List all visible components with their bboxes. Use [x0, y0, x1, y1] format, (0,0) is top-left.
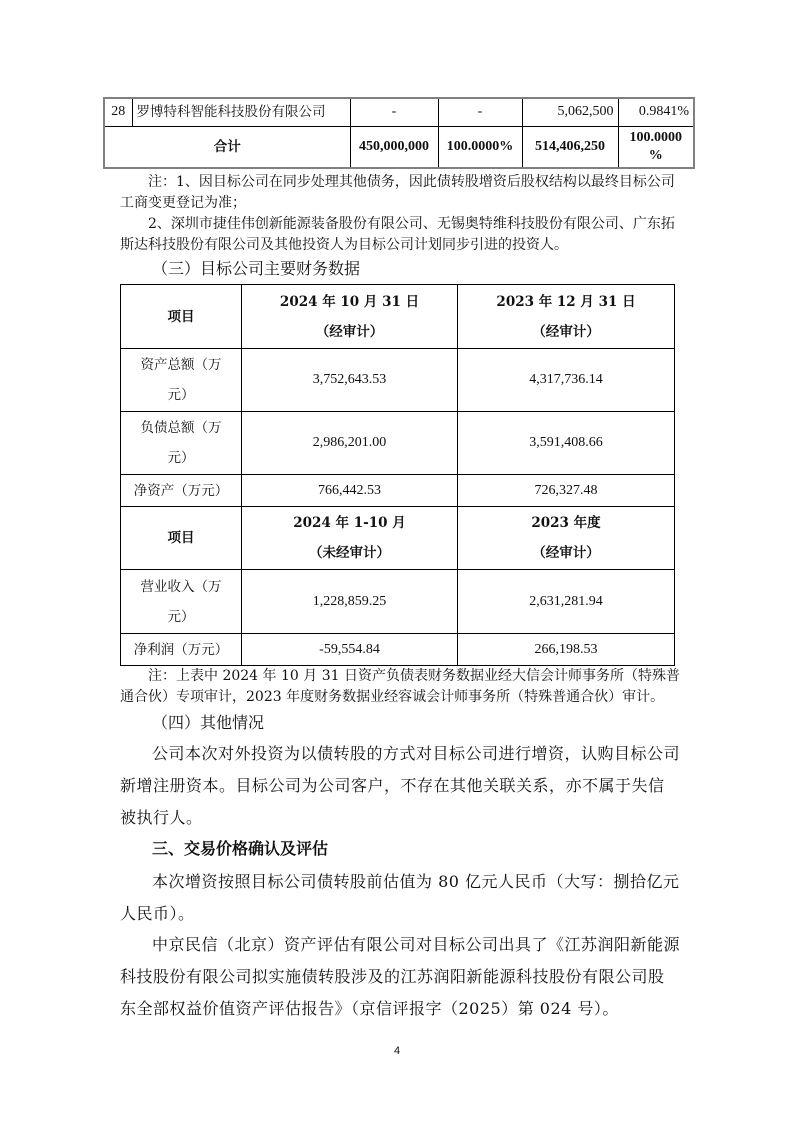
cell-value: - [350, 98, 438, 126]
header-date: 2023 年 12 月 31 日 [496, 293, 636, 310]
cell-value: 766,442.53 [242, 475, 458, 507]
header-period: 2023 年度 [531, 515, 601, 531]
header-item: 项目 [121, 285, 242, 349]
page-number: 4 [393, 1045, 401, 1057]
table-row [121, 634, 675, 666]
section-heading-4: （四）其他情况 [152, 713, 265, 732]
cell-value: 266,198.53 [458, 634, 675, 666]
header-audit: （未经审计） [309, 545, 390, 561]
cell-line: % [648, 147, 663, 163]
cell-value: -59,554.84 [242, 634, 458, 666]
table-row [121, 412, 675, 475]
appraisal-paragraph: 中京民信（北京）资产评估有限公司对目标公司出具了《江苏润阳新能源科技股份有限公司拟实施债转股涉及的江苏润阳新能源科技股份有限公司股东全部权益价值资产评估报告》（京信评报字（2025）第 024 号）。 [120, 935, 681, 1018]
cell-value: 1,228,859.25 [242, 570, 458, 634]
cell-line: 100.0000 [629, 129, 682, 145]
section-4-body: 公司本次对外投资为以债转股的方式对目标公司进行增资，认购目标公司新增注册资本。目标公司为公司客户，不存在其他关联关系，亦不属于失信被执行人。 [120, 744, 681, 827]
section-heading-3: （三）目标公司主要财务数据 [152, 259, 361, 278]
cell-value: 450,000,000 [350, 126, 438, 168]
valuation-paragraph: 本次增资按照目标公司债转股前估值为 80 亿元人民币（大写：捌拾亿元人民币）。 [120, 872, 680, 923]
section-three-heading: 三、交易价格确认及评估 [152, 839, 329, 858]
header-item: 项目 [121, 507, 242, 570]
label-line: 营业收入（万 [140, 578, 222, 595]
row-number: 28 [104, 98, 132, 126]
header-row [121, 507, 675, 570]
label-line: 元） [167, 608, 195, 625]
table-row [121, 349, 675, 412]
cell-value: 514,406,250 [522, 126, 618, 168]
header-row [121, 285, 675, 349]
label-line: 元） [167, 450, 195, 466]
row-label: 净利润（万元） [121, 634, 242, 666]
table-row [121, 570, 675, 634]
cell-value: - [438, 98, 522, 126]
cell-value: 3,591,408.66 [458, 412, 675, 475]
table-note: 注：上表中 2024 年 10 月 31 日资产负债表财务数据业经大信会计师事务所（特殊普通合伙）专项审计，2023 年度财务数据业经容诚会计师事务所（特殊普通合伙）审计。 [120, 668, 680, 705]
cell-value: 4,317,736.14 [458, 349, 675, 412]
cell-value: 726,327.48 [458, 475, 675, 507]
total-label: 合计 [104, 126, 350, 168]
table-row [104, 98, 694, 126]
company-name: 罗博特科智能科技股份有限公司 [132, 98, 350, 126]
cell-value: 2,986,201.00 [242, 412, 458, 475]
header-audit: （经审计） [532, 545, 600, 561]
header-col [242, 285, 458, 349]
cell-value [618, 126, 694, 168]
row-label [121, 412, 242, 475]
label-line: 负债总额（万 [140, 420, 222, 436]
cell-value: 100.0000% [438, 126, 522, 168]
cell-value: 2,631,281.94 [458, 570, 675, 634]
header-audit: （经审计） [315, 323, 384, 340]
row-label [121, 349, 242, 412]
header-col [458, 507, 675, 570]
row-label: 净资产（万元） [121, 475, 242, 507]
header-col [242, 507, 458, 570]
financial-table [120, 284, 675, 666]
header-audit: （经审计） [532, 323, 600, 340]
note-1: 注：1、因目标公司在同步处理其他债务，因此债转股增资后股权结构以最终目标公司工商变更登记为准； [120, 174, 675, 211]
label-line: 元） [167, 387, 195, 403]
table-row [121, 475, 675, 507]
shareholder-table [103, 97, 695, 169]
label-line: 资产总额（万 [140, 357, 222, 373]
cell-value: 3,752,643.53 [242, 349, 458, 412]
header-col [458, 285, 675, 349]
header-period: 2024 年 1-10 月 [293, 515, 406, 531]
cell-value: 5,062,500 [522, 98, 618, 126]
header-date: 2024 年 10 月 31 日 [279, 293, 420, 310]
cell-value: 0.9841% [618, 98, 694, 126]
note-2: 2、深圳市捷佳伟创新能源装备股份有限公司、无锡奥特维科技股份有限公司、广东拓斯达科技股份有限公司及其他投资人为目标公司计划同步引进的投资人。 [120, 216, 675, 253]
total-row [104, 126, 694, 168]
row-label [121, 570, 242, 634]
